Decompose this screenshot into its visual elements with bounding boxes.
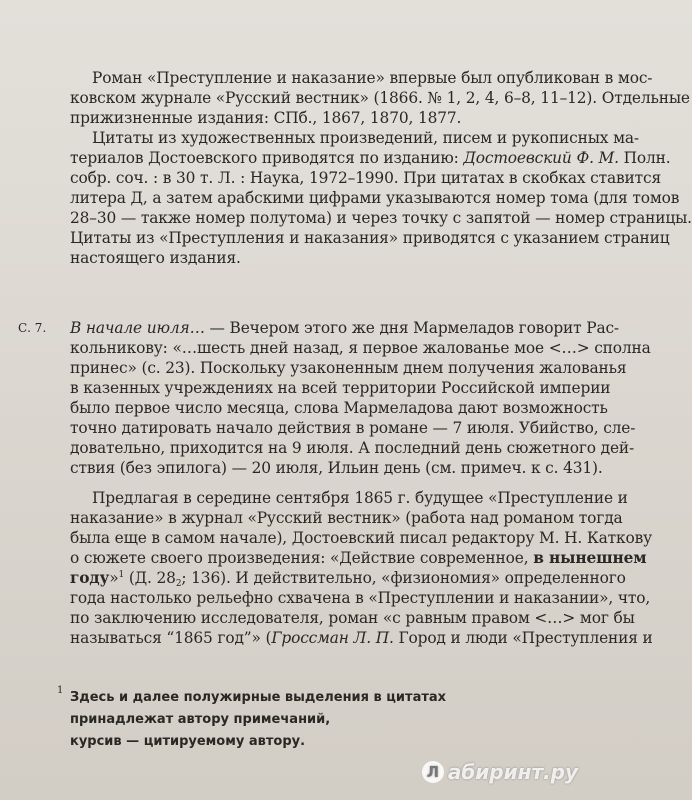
text-run: ; 136). И действительно, «физиономия» определенного bbox=[181, 569, 626, 587]
intro-line: собр. соч. : в 30 т. Л. : Наука, 1972–1990. При цитатах в скобках ставится bbox=[70, 169, 661, 187]
note-line: по заключению исследователя, роман «с равным правом <…> мог бы bbox=[70, 609, 635, 627]
text-run: териалов Достоевского приводятся по изданию: bbox=[70, 149, 459, 167]
note-line: Предлагая в середине сентября 1865 г. будущее «Преступление и bbox=[92, 489, 628, 507]
footnote-line: курсив — цитируемому автору. bbox=[70, 734, 306, 749]
note-line: кольникову: «…шесть дней назад, я первое жалованье мое <…> сполна bbox=[70, 339, 651, 357]
watermark-text: абиринт.ру bbox=[447, 760, 578, 784]
intro-line: настоящего издания. bbox=[70, 249, 241, 267]
intro-line: прижизненные издания: СПб., 1867, 1870, 1877. bbox=[70, 109, 462, 127]
text-run: Город и люди «Преступления и bbox=[393, 629, 653, 647]
text-run: называться “1865 год”» ( bbox=[70, 629, 272, 647]
subscript: 2 bbox=[175, 579, 182, 589]
note-line: довательно, приходится на 9 июля. А последний день сюжетного дей- bbox=[70, 439, 635, 457]
intro-line: Цитаты из художественных произведений, писем и рукописных ма- bbox=[92, 129, 639, 147]
note-line bbox=[70, 568, 626, 589]
footnote-line: принадлежат автору примечаний, bbox=[70, 712, 331, 727]
footnote-line: Здесь и далее полужирные выделения в цитатах bbox=[70, 690, 447, 705]
lemma-italic: В начале июля… bbox=[70, 319, 205, 337]
note-line bbox=[70, 628, 653, 648]
note-line: года настолько рельефно схвачена в «Преступлении и наказании», что, bbox=[70, 589, 651, 607]
note-line: принес» (с. 23). Поскольку узаконенным днем получения жалованья bbox=[70, 359, 627, 377]
note-line: была еще в самом начале), Достоевский писал редактору М. Н. Каткову bbox=[70, 529, 652, 547]
note-line: в казенных учреждениях на всей территории Российской империи bbox=[70, 379, 611, 397]
author-italic: Достоевский Ф. М. bbox=[463, 149, 619, 167]
text-run: » bbox=[109, 569, 119, 587]
intro-line: литера Д, а затем арабскими цифрами указываются номер тома (для томов bbox=[70, 189, 680, 207]
footnote-number: 1 bbox=[57, 685, 64, 696]
watermark-logo bbox=[422, 760, 578, 784]
footnote-marker: 1 bbox=[118, 570, 125, 580]
intro-line: Роман «Преступление и наказание» впервые был опубликован в мос- bbox=[92, 69, 653, 87]
intro-line: Цитаты из «Преступления и наказания» приводятся с указанием страниц bbox=[70, 229, 670, 247]
labirint-logo-icon: Л bbox=[422, 761, 444, 783]
text-run: (Д. 28 bbox=[124, 569, 176, 587]
note-line bbox=[70, 548, 647, 568]
note-line: было первое число месяца, слова Мармеладова дают возможность bbox=[70, 399, 608, 417]
bold-emphasis: в нынешнем bbox=[533, 549, 647, 567]
note-line bbox=[70, 318, 619, 338]
note-line: наказание» в журнал «Русский вестник» (работа над романом тогда bbox=[70, 509, 623, 527]
bold-emphasis: году bbox=[70, 569, 110, 587]
note-line: ствия (без эпилога) — 20 июля, Ильин день (см. примеч. к с. 431). bbox=[70, 459, 603, 477]
text-run: — Вечером этого же дня Мармеладов говорит Рас- bbox=[204, 319, 619, 337]
author-italic: Гроссман Л. П. bbox=[271, 629, 394, 647]
intro-line bbox=[70, 148, 671, 168]
text-run: Полн. bbox=[623, 149, 671, 167]
intro-line: ковском журнале «Русский вестник» (1866. № 1, 2, 4, 6–8, 11–12). Отдельные bbox=[70, 89, 690, 107]
text-run: о сюжете своего произведения: «Действие современное, bbox=[70, 549, 529, 567]
intro-line: 28–30 — также номер полутома) и через точку с запятой — номер страницы. bbox=[70, 209, 692, 227]
note-line: точно датировать начало действия в романе — 7 июля. Убийство, сле- bbox=[70, 419, 636, 437]
page-reference: С. 7. bbox=[18, 321, 47, 335]
